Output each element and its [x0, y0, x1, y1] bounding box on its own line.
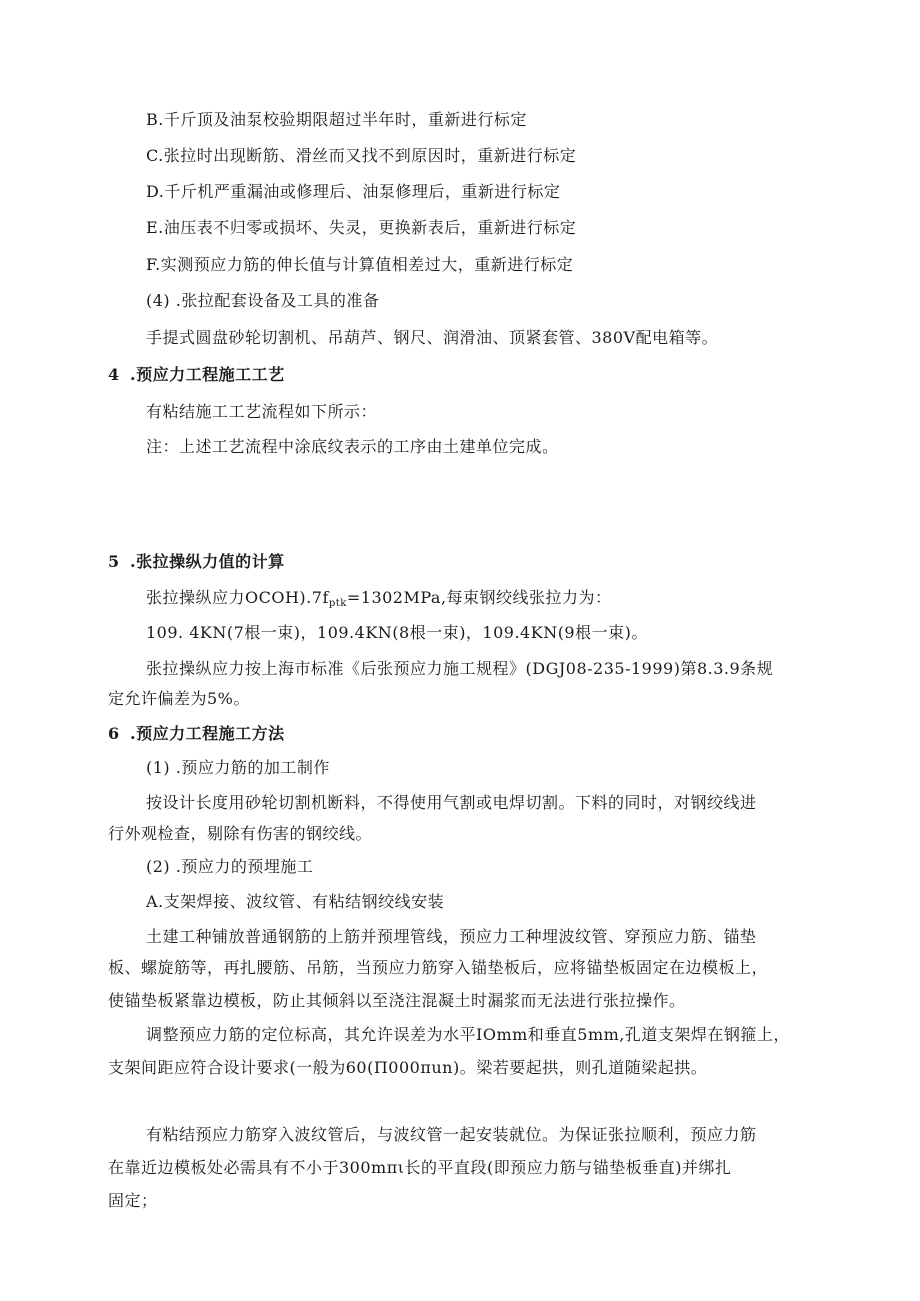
section-6-sub1-line-2: 行外观检查，剔除有伤害的钢绞线。: [108, 824, 373, 843]
para3-line-2: 在靠近边模板处必需具有不小于300mπι长的平直段(即预应力筋与锚垫板垂直)并绑扎: [108, 1158, 732, 1177]
equipment-text: 手提式圆盘砂轮切割机、吊葫芦、钢尺、润滑油、顶紧套管、380V配电箱等。: [146, 328, 719, 347]
section-5-heading: [108, 551, 285, 573]
section-5-standard-line-1: 张拉操纵应力按上海市标准《后张预应力施工规程》(DGJ08-235-1999)第8.3.9条规: [146, 659, 774, 678]
para3-line-3: 固定；: [108, 1191, 158, 1210]
section-6-sub2-heading: (2) .预应力的预埋施工: [146, 857, 314, 876]
section-5-formula: [146, 587, 612, 615]
section-4-note: 注：上述工艺流程中涂底纹表示的工序由土建单位完成。: [146, 437, 559, 456]
section-6-number: 6: [108, 724, 120, 743]
para3-line-1: 有粘结预应力筋穿入波纹管后，与波纹管一起安装就位。为保证张拉顺利，预应力筋: [146, 1125, 757, 1144]
section-6-title: .预应力工程施工方法: [130, 724, 285, 743]
para2-line-2: 支架间距应符合设计要求(一般为60(Π000πun)。梁若要起拱，则孔道随梁起拱。: [108, 1058, 708, 1077]
section-5-title: .张拉操纵力值的计算: [130, 552, 285, 571]
calibration-item-c: C.张拉时出现断筋、滑丝而又找不到原因时，重新进行标定: [146, 146, 577, 165]
section-6-sub1-line-1: 按设计长度用砂轮切割机断料，不得使用气割或电焊切割。下料的同时，对钢绞线进: [146, 793, 757, 812]
formula-suffix: =1302MPa,每束钢绞线张拉力为：: [346, 588, 612, 607]
calibration-item-e: E.油压表不归零或损坏、失灵，更换新表后，重新进行标定: [146, 218, 577, 237]
section-6-heading: [108, 723, 285, 745]
calibration-item-d: D.千斤机严重漏油或修理后、油泵修理后，重新进行标定: [146, 182, 561, 201]
section-5-standard-line-2: 定允许偏差为5%。: [108, 689, 250, 708]
para2-line-1: 调整预应力筋的定位标高，其允许误差为水平IOmm和垂直5mm,孔道支架焊在钢箍上，: [146, 1025, 790, 1044]
section-4-number: 4: [108, 365, 120, 384]
section-4-heading: [108, 364, 285, 386]
calibration-item-b: B.千斤顶及油泵校验期限超过半年时，重新进行标定: [146, 110, 527, 129]
calibration-item-f: F.实测预应力筋的伸长值与计算值相差过大，重新进行标定: [146, 255, 574, 274]
para1-line-1: 土建工种铺放普通钢筋的上筋并预埋管线，预应力工种埋波纹管、穿预应力筋、锚垫: [146, 927, 757, 946]
section-6-sub1-heading: (1) .预应力筋的加工制作: [146, 758, 330, 777]
section-6-sub2-a: A.支架焊接、波纹管、有粘结钢绞线安装: [146, 892, 445, 911]
para1-line-2: 板、螺旋筋等，再扎腰筋、吊筋，当预应力筋穿入锚垫板后，应将锚垫板固定在边模板上，: [108, 958, 769, 977]
section-5-forces: 109. 4KN(7根一束)，109.4KN(8根一束)，109.4KN(9根一束)。: [146, 623, 648, 642]
section-4-title: .预应力工程施工工艺: [130, 365, 285, 384]
equipment-heading: (4) .张拉配套设备及工具的准备: [146, 291, 380, 310]
formula-subscript: ptk: [328, 598, 347, 609]
para1-line-3: 使锚垫板紧靠边模板，防止其倾斜以至浇注混凝土时漏浆而无法进行张拉操作。: [108, 991, 686, 1010]
formula-prefix: 张拉操纵应力OCOH).7f: [146, 588, 329, 607]
section-5-number: 5: [108, 552, 120, 571]
section-4-flow-intro: 有粘结施工工艺流程如下所示：: [146, 402, 378, 421]
